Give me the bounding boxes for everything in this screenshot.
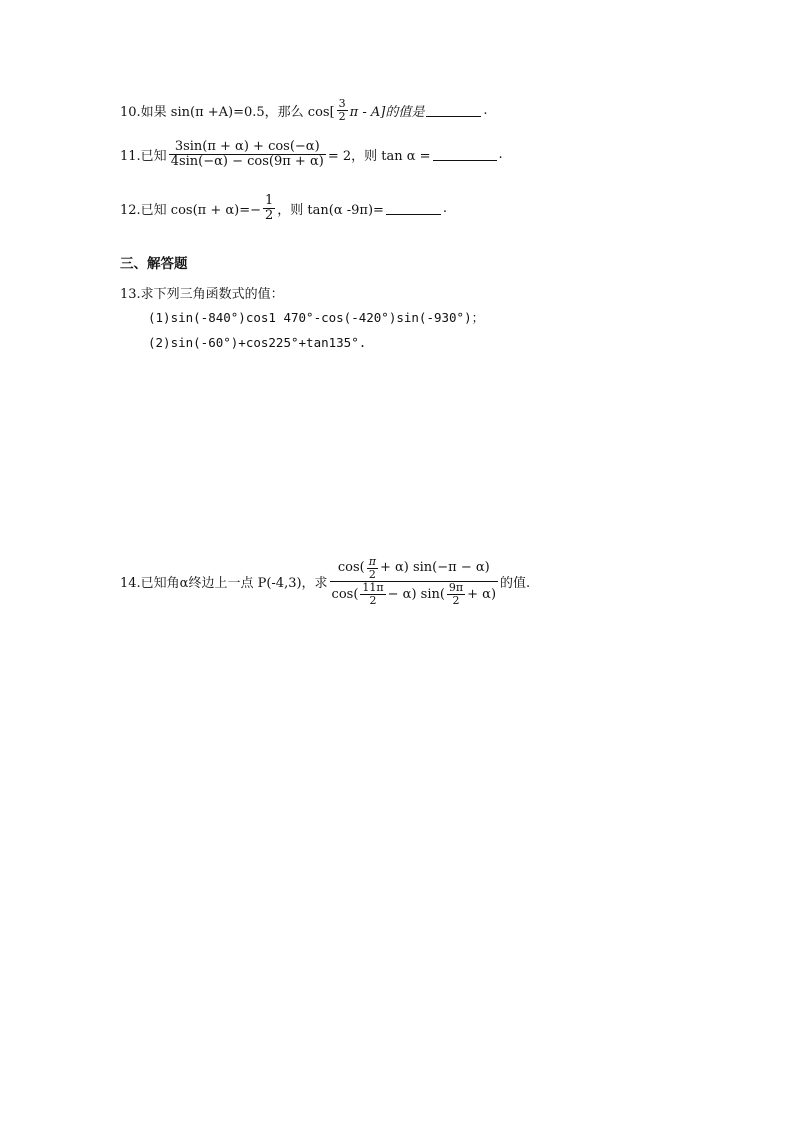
q11-fraction <box>169 140 326 170</box>
question-13-part-1: (1)sin(-840°)cos1 470°-cos(-420°)sin(-930°)； <box>148 310 485 325</box>
q14-fraction <box>330 556 499 607</box>
q14-den-frac1-denominator: 2 <box>369 594 377 608</box>
q11-end: . <box>498 147 503 163</box>
q14-num-b: + α) sin(−π − α) <box>379 560 490 576</box>
q10-frac-numerator: 3 <box>338 97 346 110</box>
q11-answer-blank[interactable] <box>433 148 497 161</box>
q14-prefix: 14.已知角α终边上一点 P(-4,3)，求 <box>120 576 328 592</box>
q10-fraction <box>337 98 348 123</box>
q12-frac-denominator: 2 <box>265 208 274 224</box>
q11-after: = 2，则 tan α = <box>327 149 431 165</box>
question-10 <box>120 98 487 123</box>
q14-den-fraction-1 <box>360 582 385 607</box>
q14-denominator <box>330 582 499 607</box>
q10-end: . <box>483 103 488 119</box>
q10-after-fraction: π - A]的值是 <box>349 105 425 121</box>
question-11 <box>120 140 503 170</box>
section-heading: 三、解答题 <box>120 256 188 272</box>
q14-den-frac1-numerator: 11π <box>362 581 384 595</box>
q14-den-a: cos( <box>331 586 359 602</box>
q14-num-inner-denominator: 2 <box>368 568 376 582</box>
q14-num-inner-fraction <box>367 556 378 581</box>
q14-den-frac2-numerator: 9π <box>448 581 464 595</box>
q12-frac-numerator: 1 <box>265 193 274 208</box>
q10-answer-blank[interactable] <box>426 104 481 117</box>
q14-den-c: + α) <box>467 586 497 602</box>
question-12 <box>120 194 447 224</box>
q10-frac-denominator: 2 <box>338 110 346 124</box>
q14-end: 的值. <box>500 576 531 592</box>
q14-num-a: cos( <box>337 560 365 576</box>
q12-answer-blank[interactable] <box>386 202 441 215</box>
q12-prefix: 12.已知 cos(π + α)=− <box>120 203 261 219</box>
q14-den-frac2-denominator: 2 <box>452 594 460 608</box>
q12-after: ，则 tan(α -9π)= <box>277 203 384 219</box>
q14-num-inner-numerator: π <box>368 555 376 568</box>
q10-prefix: 10.如果 sin(π +A)=0.5，那么 cos[ <box>120 105 335 121</box>
q12-fraction <box>263 194 275 224</box>
q11-prefix: 11.已知 <box>120 149 167 165</box>
question-13-title: 13.求下列三角函数式的值： <box>120 287 284 302</box>
q11-denominator: 4sin(−α) − cos(9π + α) <box>170 154 324 170</box>
question-14 <box>120 556 530 607</box>
q14-den-fraction-2 <box>447 582 465 607</box>
q14-den-b: − α) sin( <box>387 586 445 602</box>
q11-numerator: 3sin(π + α) + cos(−α) <box>174 139 320 154</box>
q12-end: . <box>442 201 448 217</box>
q14-numerator <box>336 556 492 581</box>
question-13-part-2: (2)sin(-60°)+cos225°+tan135°. <box>148 335 367 350</box>
